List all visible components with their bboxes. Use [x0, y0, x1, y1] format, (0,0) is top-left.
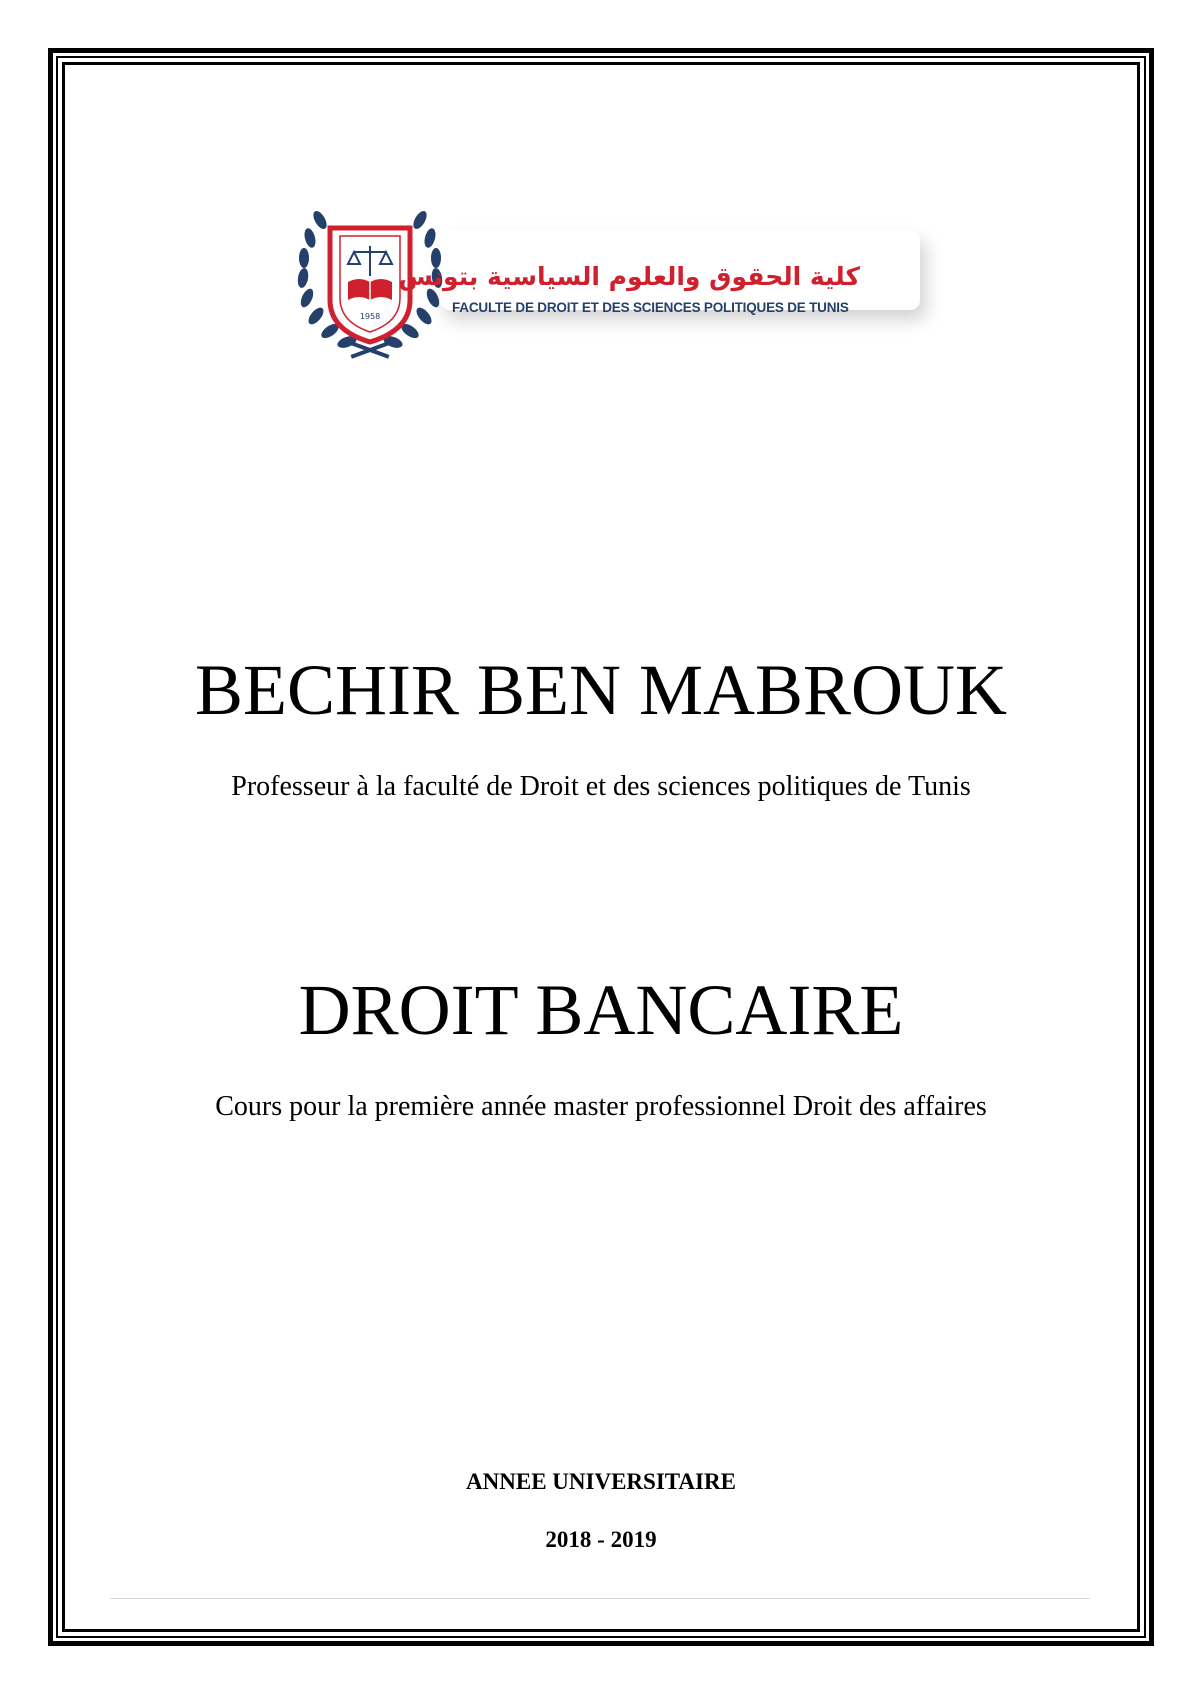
footer-divider: [110, 1598, 1090, 1599]
logo-year: 1958: [359, 312, 381, 321]
logo-arabic-name: كلية الحقوق والعلوم السياسية بتونس: [398, 262, 860, 291]
author-title: Professeur à la faculté de Droit et des sciences politiques de Tunis: [231, 771, 971, 802]
academic-year-label: ANNEE UNIVERSITAIRE: [466, 1469, 736, 1494]
course-subtitle: Cours pour la première année master professionnel Droit des affaires: [215, 1091, 987, 1122]
author-name: BECHIR BEN MABROUK: [194, 650, 1008, 730]
academic-year-value: 2018 - 2019: [545, 1527, 657, 1552]
logo-french-name: FACULTE DE DROIT ET DES SCIENCES POLITIQUES DE TUNIS: [452, 300, 849, 315]
course-title: DROIT BANCAIRE: [298, 970, 904, 1050]
faculty-logo: [290, 190, 930, 370]
